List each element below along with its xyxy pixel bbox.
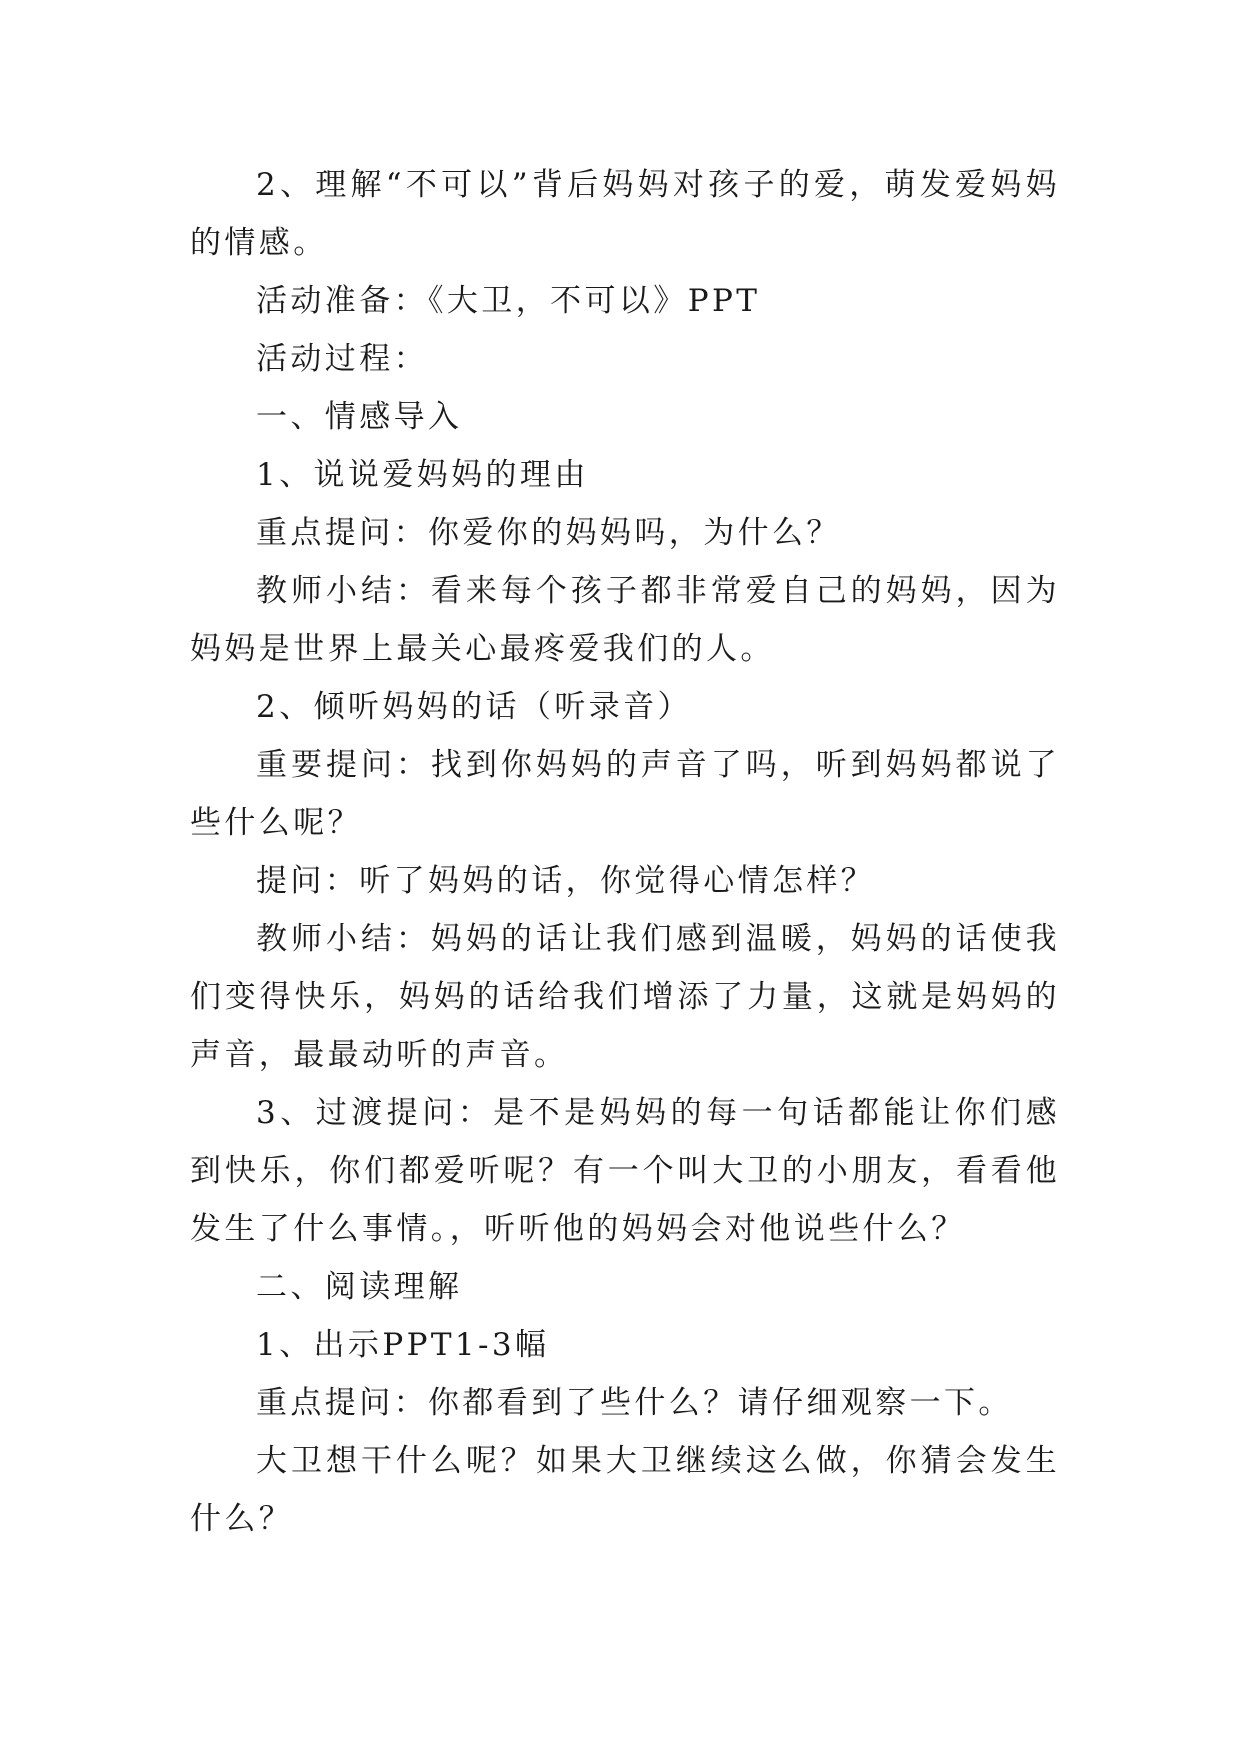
paragraph-show-ppt: 1、出示PPT1-3幅 (256, 1327, 550, 1363)
paragraph-key-question-2: 重点提问：你都看到了些什么？请仔细观察一下。 (256, 1385, 1013, 1421)
section-heading-emotion-intro: 一、情感导入 (256, 399, 463, 435)
paragraph-preparation: 活动准备：《大卫，不可以》PPT (256, 283, 761, 319)
document-body (190, 156, 1060, 1548)
paragraph-important-question: 重要提问：找到你妈妈的声音了吗，听到妈妈都说了些什么呢？ (190, 747, 1060, 841)
paragraph-key-question-1: 重点提问：你爱你的妈妈吗，为什么？ (256, 515, 841, 551)
paragraph-david-question: 大卫想干什么呢？如果大卫继续这么做，你猜会发生什么？ (190, 1443, 1060, 1537)
paragraph-teacher-summary-1: 教师小结：看来每个孩子都非常爱自己的妈妈，因为妈妈是世界上最关心最疼爱我们的人。 (190, 573, 1060, 667)
paragraph-step-2: 2、倾听妈妈的话（听录音） (256, 689, 692, 725)
paragraph-question: 提问：听了妈妈的话，你觉得心情怎样？ (256, 863, 876, 899)
paragraph-teacher-summary-2: 教师小结：妈妈的话让我们感到温暖，妈妈的话使我们变得快乐，妈妈的话给我们增添了力量，这就是妈妈的声音，最最动听的声音。 (190, 921, 1060, 1073)
paragraph-objective-2: 2、理解“不可以”背后妈妈对孩子的爱，萌发爱妈妈的情感。 (190, 167, 1060, 261)
paragraph-step-1: 1、说说爱妈妈的理由 (256, 457, 589, 493)
section-heading-reading: 二、阅读理解 (256, 1269, 463, 1305)
paragraph-process-heading: 活动过程： (256, 341, 428, 377)
paragraph-step-3-transition: 3、过渡提问：是不是妈妈的每一句话都能让你们感到快乐，你们都爱听呢？有一个叫大卫的小朋友，看看他发生了什么事情。，听听他的妈妈会对他说些什么？ (190, 1095, 1060, 1247)
